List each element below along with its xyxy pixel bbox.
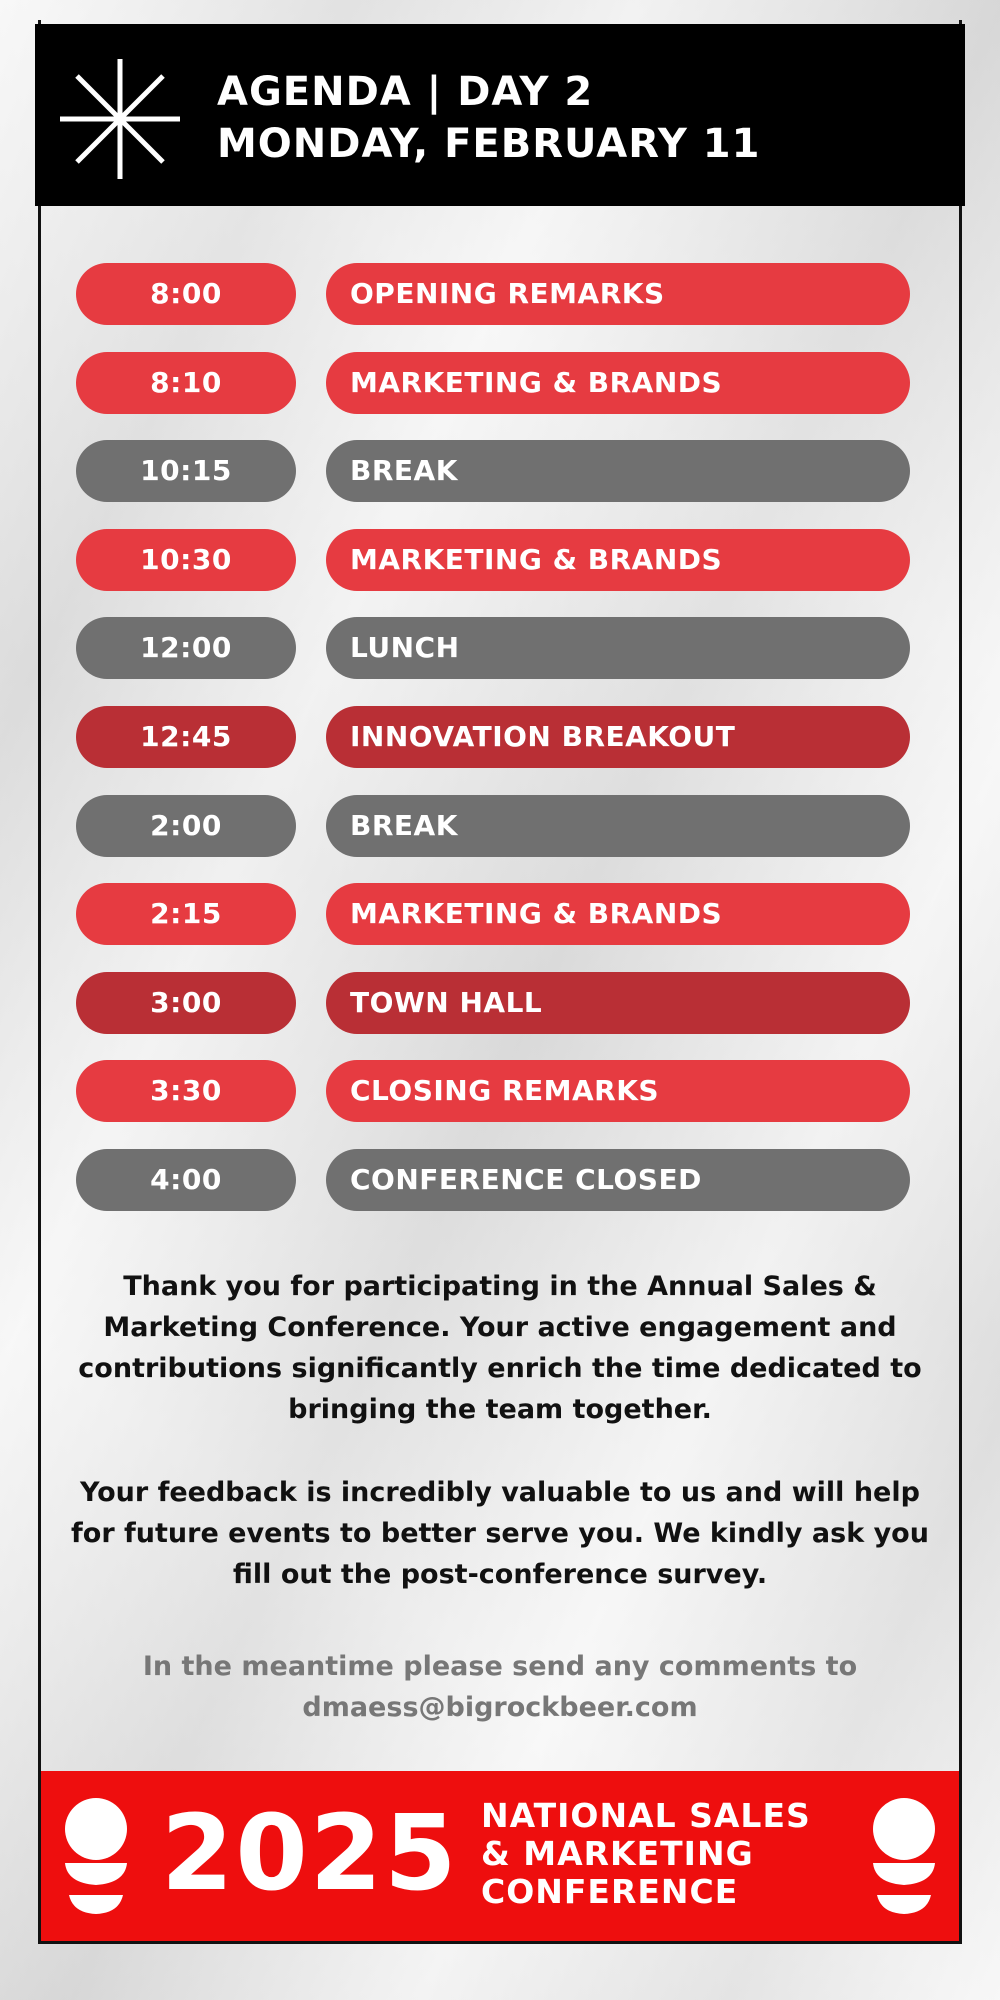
agenda-event: OPENING REMARKS xyxy=(326,263,910,325)
agenda-row xyxy=(0,352,1000,414)
agenda-event: INNOVATION BREAKOUT xyxy=(326,706,910,768)
conference-name xyxy=(481,1797,811,1911)
contact-email[interactable]: dmaess@bigrockbeer.com xyxy=(302,1692,698,1723)
agenda-row xyxy=(0,1060,1000,1122)
agenda-time: 4:00 xyxy=(76,1149,296,1211)
agenda-time: 2:15 xyxy=(76,883,296,945)
agenda-row xyxy=(0,795,1000,857)
contact-note xyxy=(70,1646,930,1728)
agenda-row xyxy=(0,440,1000,502)
agenda-header xyxy=(35,24,965,206)
beer-glass-logo-icon xyxy=(871,1797,937,1915)
agenda-event: LUNCH xyxy=(326,617,910,679)
agenda-time: 8:00 xyxy=(76,263,296,325)
message-paragraph-1: Thank you for participating in the Annual Sales & Marketing Conference. Your active engagement and contributions significantly enrich the time dedicated to bringing the team together. xyxy=(78,1271,922,1425)
beer-glass-logo-icon xyxy=(63,1797,129,1915)
conference-year: 2025 xyxy=(161,1792,459,1914)
conference-footer xyxy=(41,1771,959,1941)
agenda-row xyxy=(0,972,1000,1034)
title-date: MONDAY, FEBRUARY 11 xyxy=(217,121,761,167)
conference-name-line-3: CONFERENCE xyxy=(481,1872,739,1911)
agenda-time: 3:30 xyxy=(76,1060,296,1122)
agenda-event: MARKETING & BRANDS xyxy=(326,529,910,591)
conference-name-line-2: & MARKETING xyxy=(481,1834,754,1873)
agenda-row xyxy=(0,883,1000,945)
agenda-time: 8:10 xyxy=(76,352,296,414)
agenda-row xyxy=(0,529,1000,591)
thank-you-message xyxy=(70,1266,930,1637)
agenda-event: MARKETING & BRANDS xyxy=(326,883,910,945)
agenda-time: 12:45 xyxy=(76,706,296,768)
contact-line: In the meantime please send any comments to xyxy=(142,1651,858,1682)
asterisk-star-icon xyxy=(55,54,185,184)
conference-name-line-1: NATIONAL SALES xyxy=(481,1796,811,1835)
agenda-time: 10:15 xyxy=(76,440,296,502)
agenda-time: 10:30 xyxy=(76,529,296,591)
agenda-row xyxy=(0,263,1000,325)
agenda-row xyxy=(0,706,1000,768)
agenda-event: BREAK xyxy=(326,440,910,502)
agenda-time: 3:00 xyxy=(76,972,296,1034)
page-title xyxy=(217,66,760,170)
message-paragraph-2: Your feedback is incredibly valuable to us and will help for future events to better serve you. We kindly ask you fill out the post-conference survey. xyxy=(71,1477,929,1590)
agenda-time: 12:00 xyxy=(76,617,296,679)
agenda-event: BREAK xyxy=(326,795,910,857)
agenda-time: 2:00 xyxy=(76,795,296,857)
title-day: AGENDA | DAY 2 xyxy=(217,69,594,115)
agenda-event: MARKETING & BRANDS xyxy=(326,352,910,414)
agenda-event: CONFERENCE CLOSED xyxy=(326,1149,910,1211)
agenda-event: TOWN HALL xyxy=(326,972,910,1034)
agenda-row xyxy=(0,617,1000,679)
agenda-event: CLOSING REMARKS xyxy=(326,1060,910,1122)
agenda-row xyxy=(0,1149,1000,1211)
